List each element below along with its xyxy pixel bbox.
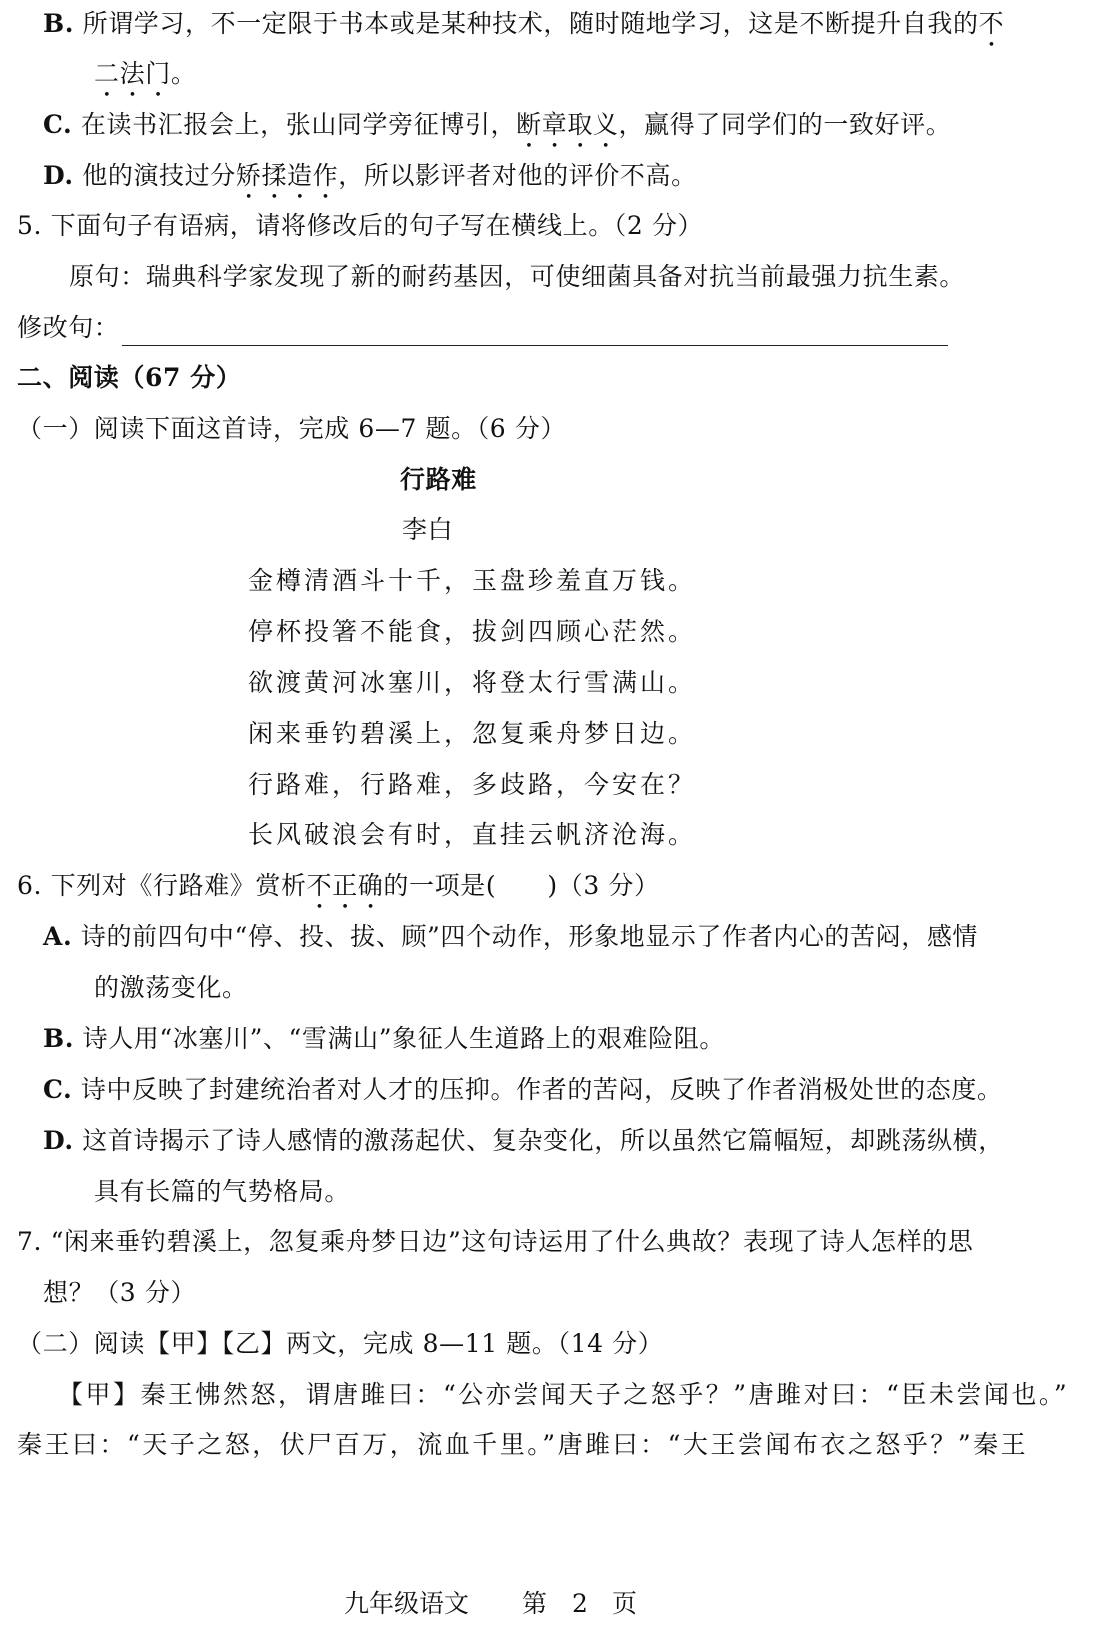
q4-option-c	[43, 109, 951, 154]
q6-option-c-text: 诗中反映了封建统治者对人才的压抑。作者的苦闷，反映了作者消极处世的态度。	[80, 1075, 1003, 1104]
q6-stem	[17, 870, 660, 915]
q4-option-c-dotted: 断章取义	[516, 110, 619, 139]
q5-answer-line[interactable]	[122, 345, 948, 346]
q4-option-d-post: ，所以影评者对他的评价不高。	[338, 161, 697, 190]
q4-option-b-text: 所谓学习，不一定限于书本或是某种技术，随时随地学习，这是不断提升自我的	[82, 9, 979, 38]
footer-page-suffix: 页	[612, 1589, 638, 1618]
poem-line: 行路难，行路难，多歧路，今安在？	[248, 770, 697, 799]
q5-revised-label: 修改句：	[17, 313, 120, 342]
poem-line: 长风破浪会有时，直挂云帆济沧海。	[248, 820, 697, 849]
q6-option-b-text: 诗人用“冰塞川”、“雪满山”象征人生道路上的艰难险阻。	[82, 1024, 725, 1053]
q4-option-b	[43, 8, 1004, 53]
q4-option-b-dotted: 不	[978, 9, 1005, 38]
q4-option-b-dotted-2: 二法门	[94, 59, 171, 88]
poem-line: 闲来垂钓碧溪上，忽复乘舟梦日边。	[248, 719, 697, 748]
section2-heading: 二、阅读（67 分）	[17, 363, 242, 392]
q4-option-b-cont	[94, 58, 196, 103]
footer-page-prefix: 第	[522, 1589, 548, 1618]
q6-stem-post: 的一项是( )（3 分）	[383, 871, 660, 900]
q6-stem-pre: 6. 下列对《行路难》赏析	[17, 871, 307, 900]
footer-grade: 九年级语文	[344, 1589, 470, 1618]
q6-option-d-text: 这首诗揭示了诗人感情的激荡起伏、复杂变化，所以虽然它篇幅短，却跳荡纵横，	[82, 1126, 1004, 1155]
q6-option-a-text: 诗的前四句中“停、投、拔、顾”四个动作，形象地显示了作者内心的苦闷，感情	[80, 922, 979, 951]
q6-option-d-cont: 具有长篇的气势格局。	[94, 1177, 351, 1206]
q4-option-d-label: D.	[43, 161, 74, 190]
footer-page-number: 2	[572, 1589, 588, 1618]
section2-part1: （一）阅读下面这首诗，完成 6—7 题。（6 分）	[17, 414, 567, 443]
q6-option-d-label: D.	[43, 1126, 74, 1155]
part2-heading: （二）阅读【甲】【乙】两文，完成 8—11 题。（14 分）	[17, 1329, 664, 1358]
poem-line: 欲渡黄河冰塞川，将登太行雪满山。	[248, 668, 697, 697]
q6-option-a-label: A.	[43, 922, 73, 951]
q6-option-c	[43, 1074, 1003, 1106]
q4-option-c-pre: 在读书汇报会上，张山同学旁征博引，	[80, 110, 517, 139]
q4-option-d-pre: 他的演技过分	[82, 161, 236, 190]
part2-text-line2: 秦王曰：“天子之怒，伏尸百万，流血千里。”唐雎曰：“大王尝闻布衣之怒乎？”秦王	[17, 1430, 1029, 1459]
q4-option-c-label: C.	[43, 110, 73, 139]
q6-option-b	[43, 1023, 725, 1055]
poem-title: 行路难	[400, 465, 477, 494]
q7-line1: 7. “闲来垂钓碧溪上，忽复乘舟梦日边”这句诗运用了什么典故？表现了诗人怎样的思	[17, 1227, 974, 1256]
poem-author: 李白	[402, 515, 454, 544]
q6-option-c-label: C.	[43, 1075, 73, 1104]
q4-option-b-label: B.	[43, 9, 75, 38]
q4-option-d-dotted: 矫揉造作	[235, 161, 339, 190]
q6-stem-dotted: 不正确	[306, 871, 384, 900]
poem-line: 金樽清酒斗十千，玉盘珍羞直万钱。	[248, 566, 697, 595]
q4-option-c-post: ，赢得了同学们的一致好评。	[618, 110, 952, 139]
q5-stem: 5. 下面句子有语病，请将修改后的句子写在横线上。（2 分）	[17, 211, 704, 240]
part2-text-line1: 【甲】秦王怫然怒，谓唐雎曰：“公亦尝闻天子之怒乎？”唐雎对曰：“臣未尝闻也。”	[58, 1380, 1070, 1409]
poem-line: 停杯投箸不能食，拔剑四顾心茫然。	[248, 617, 697, 646]
q7-line2: 想？（3 分）	[43, 1278, 197, 1307]
q6-option-d	[43, 1125, 1004, 1157]
q6-option-a	[43, 921, 978, 953]
q5-original: 原句：瑞典科学家发现了新的耐药基因，可使细菌具备对抗当前最强力抗生素。	[69, 262, 966, 291]
q6-option-a-cont: 的激荡变化。	[94, 973, 248, 1002]
q4-option-d	[43, 160, 697, 205]
q6-option-b-label: B.	[43, 1024, 75, 1053]
q4-option-b-end: 。	[170, 59, 197, 88]
